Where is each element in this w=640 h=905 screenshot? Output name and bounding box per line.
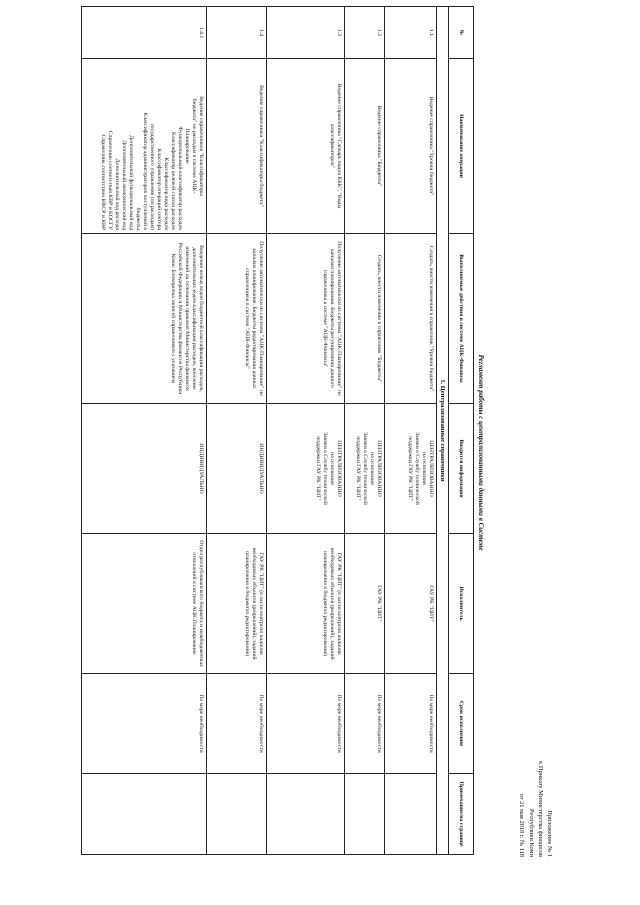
name-line: Ведение справочников "Классификаторы <box>198 96 204 196</box>
basis-line: на основании <box>329 452 335 485</box>
cell-note <box>385 774 437 855</box>
name-line: бюджеты <box>135 207 141 230</box>
name-line: Классификатор целевой статьи расходов <box>170 132 176 230</box>
cell-name: Ведение справочника "Уровни бюджета" <box>385 59 437 234</box>
cell-name: Ведение справочника "Словарь видов КБК", "Виды классификаторов" <box>267 59 345 234</box>
cell-term: По мере необходимости <box>207 674 267 774</box>
cell-actions: Создать, внести изменения в справочник "Бюджеты" <box>345 234 385 404</box>
table-row <box>82 7 207 855</box>
cell-term: По мере необходимости <box>82 674 207 774</box>
column-header-note: Примечание/на странице <box>449 774 474 855</box>
name-line: Справочник соответствия КФСР и КВР <box>100 134 106 230</box>
basis-line: поддержки ГАУ РК "ЦИТ" <box>315 436 321 501</box>
basis-line: поддержки ГАУ РК "ЦИТ" <box>355 436 361 501</box>
appendix-line: Республики Коми <box>527 808 535 857</box>
name-line: Классификатор вида расходов <box>163 157 169 230</box>
column-header-term: Срок исполнения <box>449 674 474 774</box>
cell-executor: Отдел республиканского бюджета и межбюджетных отношений в системе АЦК-Планирование <box>82 534 207 674</box>
name-line: Дополнительный экономический код <box>121 140 127 230</box>
appendix-block <box>517 677 554 857</box>
cell-basis <box>345 404 385 534</box>
column-header-name: Наименование операции <box>449 59 474 234</box>
cell-executor: ГАУ РК "ЦИТ" (в части контроля наличия необходимых объектов (разрешений), заданий планирования в бюджетах редактирования) <box>207 534 267 674</box>
name-line: Классификатор администраторов поступлений в <box>142 112 148 230</box>
cell-basis <box>267 404 345 534</box>
cell-actions: Получение автоматически из системы "АЦК-Планирование" по каналам планирования. Бюджеты регулирования данного справочника в системе "АЦК-Финансы" <box>267 234 345 404</box>
basis-line: ИНДИВИДУАЛЬНО <box>198 443 204 494</box>
section-title: 1. Централизованные справочники <box>437 7 449 855</box>
basis-line: ИНДИВИДУАЛЬНО <box>258 443 264 494</box>
cell-actions: Создать, внести изменения в справочник "Уровни бюджета" <box>385 234 437 404</box>
cell-executor: ГАУ РК "ЦИТ" (в части контроля наличия необходимых объектов (разрешений), заданий планирования в бюджетах редактирования) <box>267 534 345 674</box>
basis-line: Заявки в Службу технической <box>322 432 328 505</box>
column-header-basis: Вводится информация <box>449 404 474 534</box>
cell-executor: ГАУ РК "ЦИТ" <box>345 534 385 674</box>
cell-note <box>267 774 345 855</box>
basis-line: ЦЕНТРАЛИЗОВАННО <box>336 440 342 497</box>
regulation-table <box>81 6 474 855</box>
basis-line: поддержки ГАУ РК "ЦИТ" <box>407 436 413 501</box>
cell-name <box>82 59 207 234</box>
column-header-num: № <box>449 7 474 59</box>
name-line: государственного управления (по расходам) <box>149 123 155 230</box>
name-line: бюджета" по расходам в системе АЦК- <box>191 98 197 194</box>
basis-line: на основании <box>369 452 375 485</box>
cell-note <box>345 774 385 855</box>
basis-line: ЦЕНТРАЛИЗОВАННО <box>376 440 382 497</box>
name-line: Функциональный классификатор расходов <box>177 126 183 230</box>
table-row <box>345 7 385 855</box>
column-header-executor: Исполнитель <box>449 534 474 674</box>
name-line: Справочник соответствия КВР и КОСГУ <box>107 130 113 230</box>
cell-note <box>82 774 207 855</box>
name-line: Планирование <box>184 128 190 164</box>
cell-term: По мере необходимости <box>267 674 345 774</box>
basis-line: ЦЕНТРАЛИЗОВАННО <box>428 440 434 497</box>
cell-basis <box>385 404 437 534</box>
cell-name: Ведение справочника "Классификаторы бюджета" <box>207 59 267 234</box>
basis-line: на основании <box>421 452 427 485</box>
name-line: Дополнительный код расхода <box>114 158 120 230</box>
appendix-line: Приложение № 1 <box>546 810 553 857</box>
name-line: Дополнительный функциональный код <box>128 135 134 230</box>
table-row <box>385 7 437 855</box>
document-title: Регламент работы с централизованными данными в Системе <box>477 354 485 551</box>
column-header-actions: Выполняемые действия в системе АЦК-Финансы <box>449 234 474 404</box>
cell-name: Ведение справочника "Бюджеты" <box>345 59 385 234</box>
cell-num: 1.3 <box>267 7 345 59</box>
cell-basis <box>82 404 207 534</box>
table-row <box>207 7 267 855</box>
cell-term: По мере необходимости <box>385 674 437 774</box>
cell-note <box>207 774 267 855</box>
cell-executor: ГАУ РК "ЦИТ" <box>385 534 437 674</box>
basis-line: Заявки в Службу технической <box>362 432 368 505</box>
appendix-line: от 21 мая 2018 г. № 118 <box>518 793 526 857</box>
cell-term: По мере необходимости <box>345 674 385 774</box>
basis-line: Заявки в Службу технической <box>414 432 420 505</box>
table-row <box>267 7 345 855</box>
cell-num: 1.4.1 <box>82 7 207 59</box>
table-header-row <box>449 7 474 855</box>
cell-actions: Введение новых кодов бюджетной классификации расходов, дополнительных кодов классификации расходов, внесение изменений на основании приказов Министерства финансов Российской Федерации и Министерства финансов Республики Коми. Блокировка записей справочников с указанием <box>82 234 207 404</box>
cell-basis <box>207 404 267 534</box>
section-row <box>437 7 449 855</box>
cell-actions: Получение автоматически из системы "АЦК-Планирование" по каналам планирования. Бюджеты редактирования данных справочников в системе "АЦК-Финансы" <box>207 234 267 404</box>
appendix-line: к Приказу Министерства финансов <box>536 761 544 857</box>
name-line: Классификатор операций сектора <box>156 148 162 230</box>
cell-num: 1.1 <box>385 7 437 59</box>
cell-num: 1.2 <box>345 7 385 59</box>
cell-num: 1.4 <box>207 7 267 59</box>
